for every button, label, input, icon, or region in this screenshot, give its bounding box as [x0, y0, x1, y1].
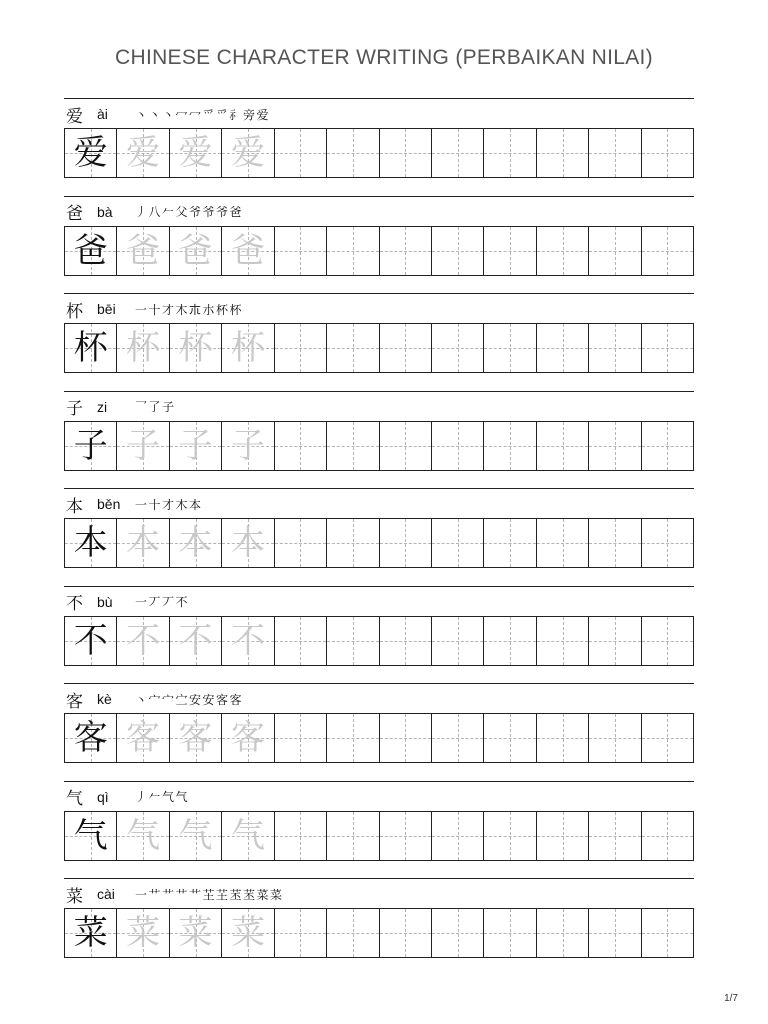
blank-practice-cell[interactable] [537, 227, 589, 275]
row-header [66, 493, 203, 515]
trace-cell [170, 129, 222, 177]
model-cell [65, 617, 117, 665]
writing-grid [64, 713, 694, 763]
stroke-order: 一十才木本 [135, 497, 203, 512]
trace-character: 杯 [230, 328, 265, 368]
trace-character: 爸 [178, 230, 213, 271]
blank-practice-cell[interactable] [432, 227, 484, 275]
trace-character: 杯 [126, 328, 161, 368]
stroke-order: 乛了子 [135, 400, 176, 414]
trace-cell [170, 714, 222, 762]
practice-row [64, 781, 694, 879]
blank-practice-cell[interactable] [589, 714, 641, 762]
blank-practice-cell[interactable] [484, 227, 536, 275]
row-divider [64, 586, 694, 587]
row-header [66, 396, 176, 418]
model-character: 爸 [73, 230, 108, 271]
trace-cell [222, 909, 274, 957]
blank-practice-cell[interactable] [589, 909, 641, 957]
writing-grid [64, 616, 694, 666]
practice-row [64, 98, 694, 196]
blank-practice-cell[interactable] [642, 422, 693, 470]
trace-cell [222, 519, 274, 567]
blank-practice-cell[interactable] [589, 422, 641, 470]
blank-practice-cell[interactable] [327, 714, 379, 762]
blank-practice-cell[interactable] [380, 227, 432, 275]
blank-practice-cell[interactable] [275, 324, 327, 372]
blank-practice-cell[interactable] [432, 617, 484, 665]
blank-practice-cell[interactable] [327, 422, 379, 470]
blank-practice-cell[interactable] [275, 909, 327, 957]
trace-character: 气 [230, 815, 265, 856]
trace-character: 气 [178, 815, 213, 856]
pinyin: bù [97, 593, 113, 610]
trace-character: 本 [178, 523, 213, 563]
blank-practice-cell[interactable] [537, 422, 589, 470]
trace-cell [117, 812, 169, 860]
trace-character: 客 [230, 718, 265, 758]
blank-practice-cell[interactable] [432, 812, 484, 860]
blank-practice-cell[interactable] [484, 324, 536, 372]
blank-practice-cell[interactable] [380, 714, 432, 762]
trace-cell [222, 422, 274, 470]
blank-practice-cell[interactable] [642, 129, 693, 177]
page-title: CHINESE CHARACTER WRITING (PERBAIKAN NILAI) [115, 46, 653, 69]
blank-practice-cell[interactable] [275, 617, 327, 665]
trace-character: 子 [178, 425, 213, 466]
row-divider [64, 781, 694, 782]
blank-practice-cell[interactable] [589, 227, 641, 275]
blank-practice-cell[interactable] [275, 714, 327, 762]
blank-practice-cell[interactable] [327, 617, 379, 665]
blank-practice-cell[interactable] [275, 227, 327, 275]
stroke-order: 丶丶丶冖冖爫爫⺬旁爱 [135, 107, 271, 122]
blank-practice-cell[interactable] [642, 227, 693, 275]
trace-character: 不 [126, 620, 161, 661]
practice-row [64, 586, 694, 684]
blank-practice-cell[interactable] [589, 129, 641, 177]
blank-practice-cell[interactable] [380, 519, 432, 567]
blank-practice-cell[interactable] [484, 909, 536, 957]
blank-practice-cell[interactable] [275, 812, 327, 860]
row-header [66, 883, 284, 905]
row-divider [64, 196, 694, 197]
trace-cell [117, 909, 169, 957]
pinyin: kè [97, 691, 112, 707]
blank-practice-cell[interactable] [642, 617, 693, 665]
practice-row [64, 488, 694, 586]
model-character: 客 [73, 718, 108, 758]
model-cell [65, 227, 117, 275]
blank-practice-cell[interactable] [380, 617, 432, 665]
writing-grid [64, 421, 694, 471]
trace-character: 客 [178, 718, 213, 758]
model-character: 本 [73, 523, 108, 563]
trace-cell [117, 324, 169, 372]
row-divider [64, 488, 694, 489]
trace-cell [117, 519, 169, 567]
row-header [66, 298, 243, 320]
model-cell [65, 422, 117, 470]
trace-character: 爸 [230, 230, 265, 271]
row-divider [64, 293, 694, 294]
row-divider [64, 683, 694, 684]
row-header [66, 688, 243, 710]
trace-cell [170, 909, 222, 957]
blank-practice-cell[interactable] [537, 909, 589, 957]
row-divider [64, 391, 694, 392]
trace-character: 不 [230, 620, 265, 661]
header-character: 不 [66, 594, 83, 614]
header-character: 爸 [66, 204, 83, 224]
practice-sheet [64, 98, 694, 976]
stroke-order: 一艹艹艹艹芏芏苤苤菜菜 [135, 887, 284, 902]
practice-row [64, 683, 694, 781]
trace-character: 本 [230, 523, 265, 563]
trace-character: 子 [230, 425, 265, 466]
trace-character: 爱 [178, 133, 213, 173]
header-character: 杯 [66, 301, 83, 322]
row-header [66, 201, 243, 223]
blank-practice-cell[interactable] [380, 422, 432, 470]
blank-practice-cell[interactable] [484, 617, 536, 665]
trace-character: 子 [126, 425, 161, 466]
trace-cell [117, 129, 169, 177]
practice-row [64, 878, 694, 976]
blank-practice-cell[interactable] [484, 519, 536, 567]
blank-practice-cell[interactable] [642, 324, 693, 372]
writing-grid [64, 323, 694, 373]
blank-practice-cell[interactable] [380, 812, 432, 860]
practice-row [64, 391, 694, 489]
pinyin: zi [97, 398, 108, 415]
trace-cell [170, 227, 222, 275]
practice-row [64, 293, 694, 391]
trace-cell [222, 324, 274, 372]
blank-practice-cell[interactable] [432, 324, 484, 372]
trace-cell [222, 714, 274, 762]
blank-practice-cell[interactable] [589, 617, 641, 665]
row-header [66, 591, 189, 613]
trace-cell [117, 422, 169, 470]
trace-cell [222, 812, 274, 860]
blank-practice-cell[interactable] [327, 909, 379, 957]
blank-practice-cell[interactable] [589, 324, 641, 372]
blank-practice-cell[interactable] [484, 714, 536, 762]
blank-practice-cell[interactable] [537, 519, 589, 567]
blank-practice-cell[interactable] [537, 714, 589, 762]
trace-character: 客 [126, 718, 161, 758]
blank-practice-cell[interactable] [642, 909, 693, 957]
model-cell [65, 812, 117, 860]
stroke-order: 一十才木𣎳朩杯杯 [135, 302, 244, 317]
model-cell [65, 129, 117, 177]
trace-cell [117, 227, 169, 275]
header-character: 气 [66, 789, 83, 809]
trace-cell [170, 812, 222, 860]
blank-practice-cell[interactable] [432, 909, 484, 957]
trace-cell [117, 714, 169, 762]
trace-cell [170, 617, 222, 665]
blank-practice-cell[interactable] [537, 812, 589, 860]
trace-cell [117, 617, 169, 665]
trace-character: 不 [178, 620, 213, 661]
trace-character: 杯 [178, 328, 213, 368]
writing-grid [64, 908, 694, 958]
trace-cell [170, 422, 222, 470]
writing-grid [64, 518, 694, 568]
model-character: 不 [73, 620, 108, 661]
blank-practice-cell[interactable] [432, 422, 484, 470]
model-cell [65, 519, 117, 567]
blank-practice-cell[interactable] [275, 422, 327, 470]
pinyin: bà [97, 203, 113, 220]
page-number: 1/7 [724, 993, 738, 1004]
pinyin: cài [97, 886, 115, 902]
model-character: 杯 [73, 328, 108, 368]
stroke-order: 一丆丆不 [135, 595, 190, 609]
practice-row [64, 196, 694, 294]
row-divider [64, 98, 694, 99]
trace-character: 本 [126, 523, 161, 563]
header-character: 菜 [66, 886, 83, 907]
pinyin: bēi [97, 301, 116, 317]
model-cell [65, 714, 117, 762]
writing-grid [64, 128, 694, 178]
trace-cell [222, 129, 274, 177]
blank-practice-cell[interactable] [537, 129, 589, 177]
trace-character: 菜 [126, 913, 161, 953]
blank-practice-cell[interactable] [642, 812, 693, 860]
trace-character: 爱 [126, 133, 161, 173]
pinyin: qì [97, 788, 109, 805]
trace-character: 气 [126, 815, 161, 856]
trace-character: 爸 [126, 230, 161, 271]
writing-grid [64, 811, 694, 861]
row-divider [64, 878, 694, 879]
header-character: 子 [66, 399, 83, 419]
blank-practice-cell[interactable] [537, 324, 589, 372]
blank-practice-cell[interactable] [484, 422, 536, 470]
writing-grid [64, 226, 694, 276]
trace-cell [170, 519, 222, 567]
blank-practice-cell[interactable] [642, 714, 693, 762]
model-character: 爱 [73, 133, 108, 173]
trace-cell [170, 324, 222, 372]
blank-practice-cell[interactable] [589, 812, 641, 860]
blank-practice-cell[interactable] [380, 909, 432, 957]
blank-practice-cell[interactable] [589, 519, 641, 567]
blank-practice-cell[interactable] [484, 812, 536, 860]
blank-practice-cell[interactable] [380, 324, 432, 372]
header-character: 本 [66, 496, 83, 517]
trace-character: 菜 [230, 913, 265, 953]
blank-practice-cell[interactable] [537, 617, 589, 665]
model-cell [65, 909, 117, 957]
model-character: 菜 [73, 913, 108, 953]
blank-practice-cell[interactable] [327, 227, 379, 275]
blank-practice-cell[interactable] [380, 129, 432, 177]
blank-practice-cell[interactable] [275, 129, 327, 177]
blank-practice-cell[interactable] [275, 519, 327, 567]
blank-practice-cell[interactable] [327, 519, 379, 567]
trace-character: 爱 [230, 133, 265, 173]
header-character: 爱 [66, 106, 83, 127]
blank-practice-cell[interactable] [484, 129, 536, 177]
stroke-order: 丶宀宀㝉安安客客 [135, 692, 244, 707]
row-header [66, 786, 189, 808]
blank-practice-cell[interactable] [432, 714, 484, 762]
pinyin: běn [97, 496, 121, 512]
blank-practice-cell[interactable] [327, 812, 379, 860]
stroke-order: 丿𠂉气气 [135, 790, 190, 804]
header-character: 客 [66, 691, 83, 712]
blank-practice-cell[interactable] [432, 129, 484, 177]
stroke-order: 丿八𠂉父爷爷爷爸 [135, 205, 244, 219]
blank-practice-cell[interactable] [642, 519, 693, 567]
model-character: 气 [73, 815, 108, 856]
blank-practice-cell[interactable] [327, 129, 379, 177]
model-cell [65, 324, 117, 372]
trace-cell [222, 227, 274, 275]
pinyin: ài [97, 106, 108, 122]
row-header [66, 103, 270, 125]
blank-practice-cell[interactable] [432, 519, 484, 567]
model-character: 子 [73, 425, 108, 466]
trace-cell [222, 617, 274, 665]
blank-practice-cell[interactable] [327, 324, 379, 372]
trace-character: 菜 [178, 913, 213, 953]
